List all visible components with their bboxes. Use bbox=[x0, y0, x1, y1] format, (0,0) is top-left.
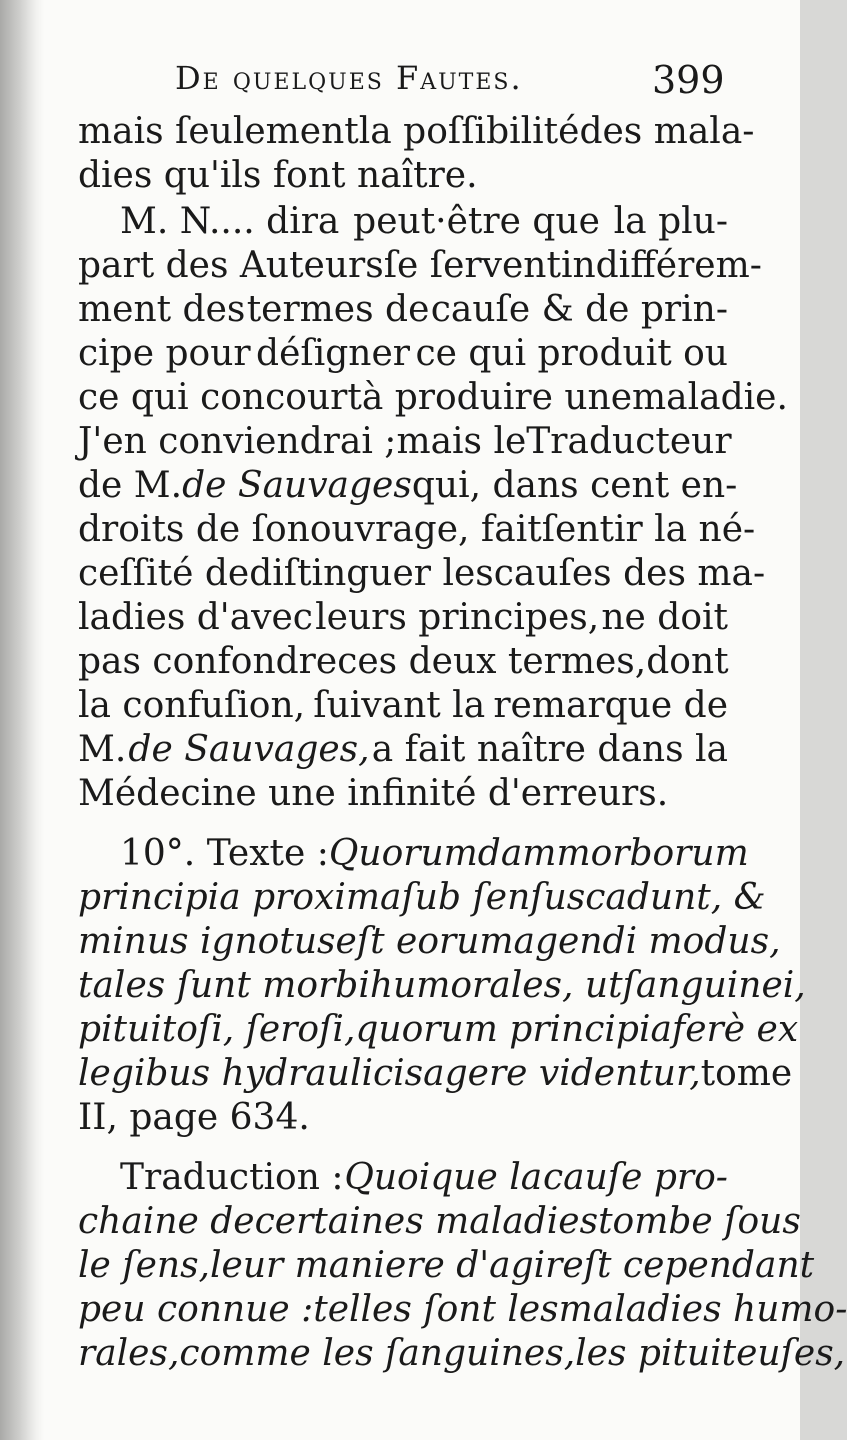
text-line: rales, comme les ſanguines, les pituiteuſes, bbox=[78, 1333, 846, 1374]
text-line: M. N.... dira peut·être que la plu- bbox=[120, 201, 728, 242]
text-line: II, page 634. bbox=[78, 1097, 310, 1138]
running-title: De quelques Fautes. bbox=[175, 59, 523, 97]
text-line: Médecine une infinité d'erreurs. bbox=[78, 773, 669, 814]
text-line: M. de Sauvages, a fait naître dans la bbox=[78, 729, 728, 770]
text-line: ceſſité de diſtinguer les cauſes des ma- bbox=[78, 553, 766, 594]
text-line: ladies d'avec leurs principes, ne doit bbox=[78, 597, 728, 638]
page-number: 399 bbox=[652, 58, 725, 102]
page-gutter-shadow bbox=[0, 0, 44, 1440]
text-line: tales ſunt morbi humorales, ut ſanguinei, bbox=[78, 965, 806, 1006]
text-line: 10°. Texte : Quorumdam morborum bbox=[120, 833, 749, 874]
text-line: peu connue : telles ſont les maladies humo- bbox=[78, 1289, 847, 1330]
text-line: de M. de Sauvages qui, dans cent en- bbox=[78, 465, 738, 506]
text-line: part des Auteurs ſe ſervent indifférem- bbox=[78, 245, 762, 286]
text-line: ce qui concourt à produire une maladie. bbox=[78, 377, 788, 418]
text-line: principia proxima ſub ſenſus cadunt, & bbox=[78, 877, 766, 918]
running-head bbox=[0, 58, 800, 108]
text-line: mais ſeulement la poſſibilité des mala- bbox=[78, 111, 755, 152]
text-line: chaine de certaines maladies tombe ſous bbox=[78, 1201, 801, 1242]
text-line: la confuſion, ſuivant la remarque de bbox=[78, 685, 728, 726]
text-line: legibus hydraulicis agere videntur, tome bbox=[78, 1053, 793, 1094]
text-line: droits de ſon ouvrage, fait ſentir la né- bbox=[78, 509, 756, 550]
text-line: le ſens, leur maniere d'agir eſt cependant bbox=[78, 1245, 815, 1286]
text-line: pas confondre ces deux termes, dont bbox=[78, 641, 729, 682]
text-line: Traduction : Quoique la cauſe pro- bbox=[120, 1157, 728, 1198]
text-line: cipe pour déſigner ce qui produit ou bbox=[78, 333, 728, 374]
text-line: dies qu'ils font naître. bbox=[78, 155, 478, 196]
text-line: pituitoſi, ſeroſi, quorum principia ferè ex bbox=[78, 1009, 799, 1050]
text-line: minus ignotus eſt eorum agendi modus, bbox=[78, 921, 781, 962]
text-line: J'en conviendrai ; mais le Traducteur bbox=[78, 421, 732, 462]
text-line: ment des termes de cauſe & de prin- bbox=[78, 289, 728, 330]
